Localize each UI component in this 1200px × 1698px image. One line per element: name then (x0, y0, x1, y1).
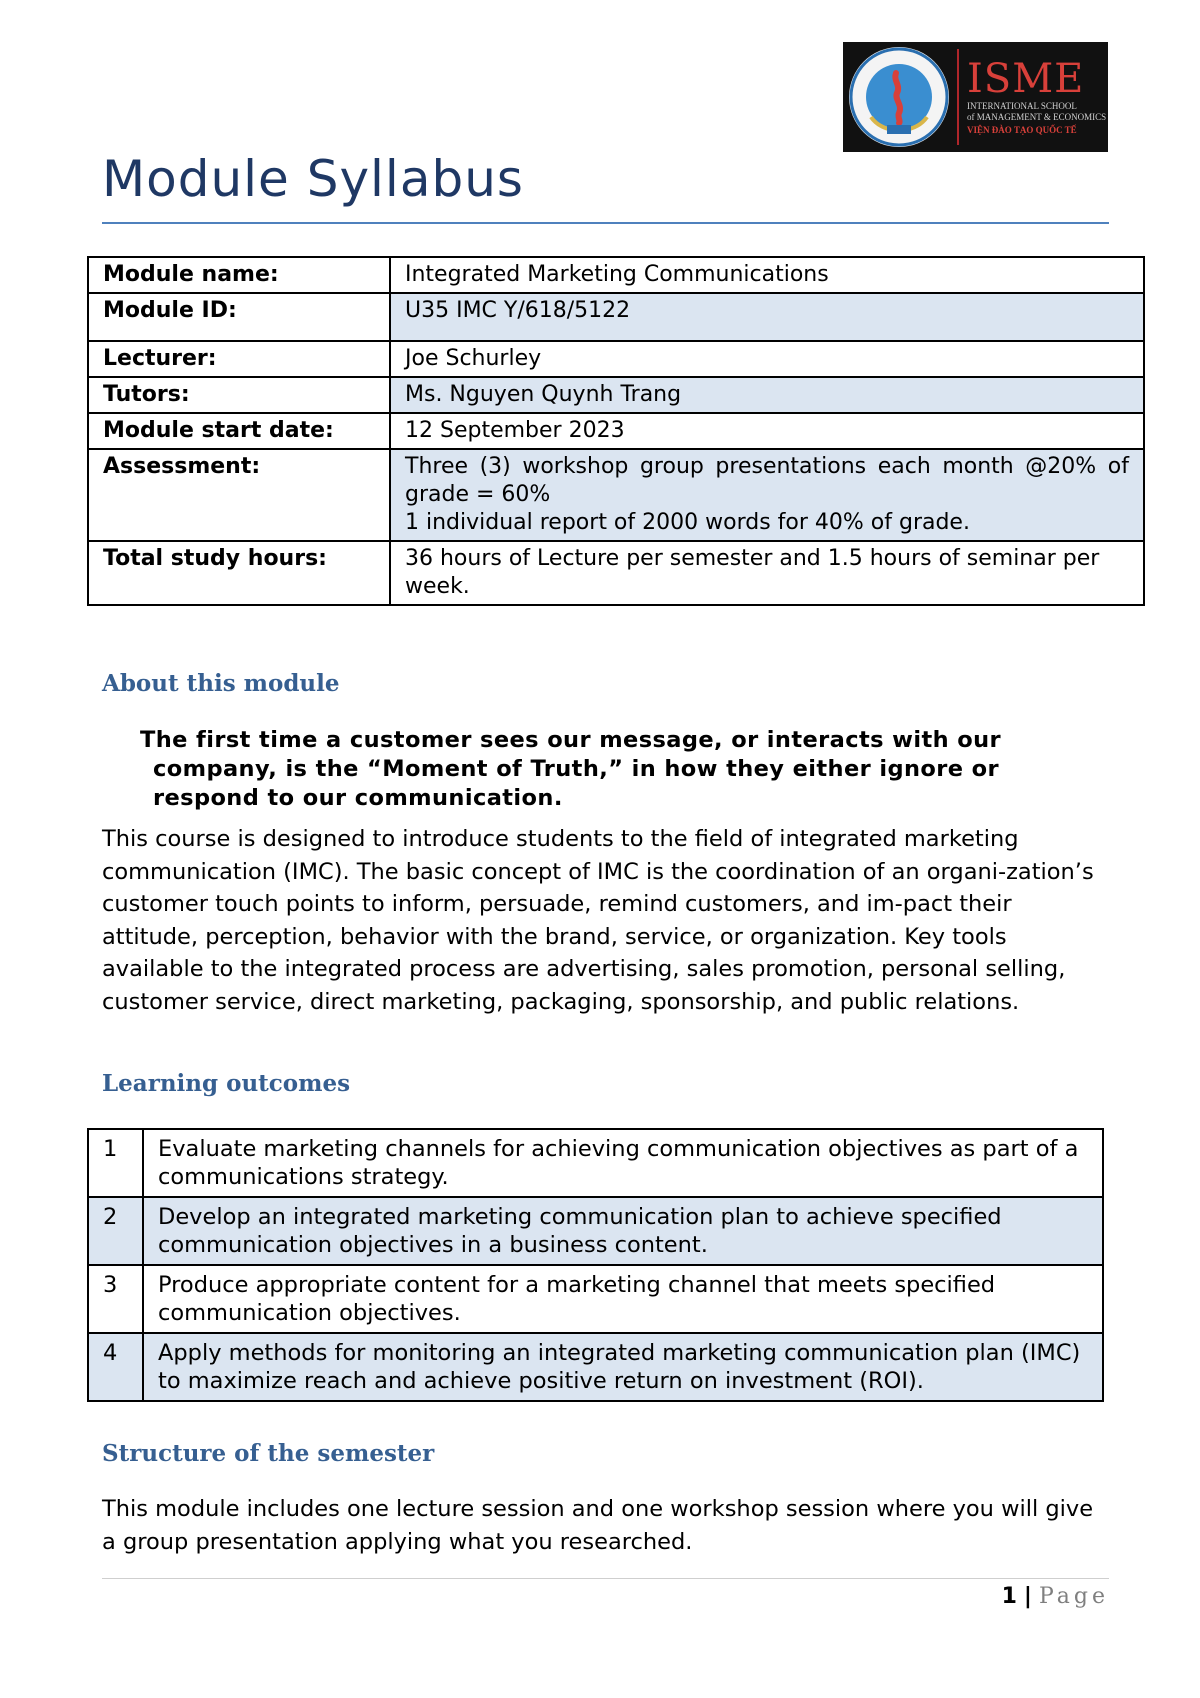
title-underline (102, 222, 1109, 224)
info-row-tutors (88, 377, 1144, 413)
logo-name: ISME (967, 56, 1085, 102)
outcome-number: 1 (88, 1129, 143, 1197)
study-hours-value: 36 hours of Lecture per semester and 1.5 hours of seminar per week. (390, 541, 1144, 605)
page-number: 1 (1001, 1584, 1017, 1609)
module-info-table (87, 256, 1145, 606)
info-row-module-name (88, 257, 1144, 293)
module-name-value: Integrated Marketing Communications (390, 257, 1144, 293)
assessment-label: Assessment: (88, 449, 390, 541)
page-footer (1002, 1584, 1109, 1609)
module-id-label: Module ID: (88, 293, 390, 341)
outcome-text: Produce appropriate content for a marketing channel that meets specified communication objectives. (143, 1265, 1103, 1333)
logo-vietnamese: VIỆN ĐÀO TẠO QUỐC TẾ (967, 125, 1077, 135)
lecturer-label: Lecturer: (88, 341, 390, 377)
footer-rule (102, 1578, 1109, 1579)
outcome-row (88, 1333, 1103, 1401)
logo-text-block (967, 57, 1106, 137)
page-title: Module Syllabus (102, 150, 524, 208)
neu-seal-logo (849, 47, 949, 147)
start-date-value: 12 September 2023 (390, 413, 1144, 449)
module-id-value: U35 IMC Y/618/5122 (390, 293, 1144, 341)
logo-subtitle: INTERNATIONAL SCHOOL (967, 101, 1077, 111)
info-row-start-date (88, 413, 1144, 449)
outcome-number: 3 (88, 1265, 143, 1333)
outcome-row (88, 1129, 1103, 1197)
page-word: Page (1038, 1584, 1109, 1609)
lecturer-value: Joe Schurley (390, 341, 1144, 377)
assessment-value (390, 449, 1144, 541)
outcome-row (88, 1265, 1103, 1333)
tutors-value: Ms. Nguyen Quynh Trang (390, 377, 1144, 413)
structure-heading: Structure of the semester (102, 1440, 435, 1467)
structure-body: This module includes one lecture session and one workshop session where you will give a group presentation applying what you researched. (102, 1496, 1094, 1555)
assessment-line-1: Three (3) workshop group presentations each month @20% of grade = 60% (405, 454, 1129, 507)
quote-line-2: company, is the “Moment of Truth,” in how they either ignore or (153, 756, 999, 782)
study-hours-label: Total study hours: (88, 541, 390, 605)
learning-outcomes-heading: Learning outcomes (102, 1070, 351, 1097)
module-name-label: Module name: (88, 257, 390, 293)
info-row-module-id (88, 293, 1144, 341)
about-heading: About this module (102, 670, 340, 697)
about-body: This course is designed to introduce students to the field of integrated marketing communication (IMC). The basic concept of IMC is the coordination of an organi-zation’s customer touch points to inform, persuade, remind customers, and im-pact their attitude, perception, behavior with the brand, service, or organization. Key tools available to the integrated process are advertising, sales promotion, personal selling, customer service, direct marketing, packaging, sponsorship, and public relations. (102, 826, 1094, 1015)
quote-line-3: respond to our communication. (153, 785, 563, 811)
learning-outcomes-table (87, 1128, 1104, 1402)
outcome-text: Develop an integrated marketing communication plan to achieve specified communication objectives in a business content. (143, 1197, 1103, 1265)
footer-separator: | (1023, 1584, 1032, 1609)
logo-subtitle-2: of MANAGEMENT & ECONOMICS (967, 112, 1107, 122)
info-row-lecturer (88, 341, 1144, 377)
outcome-text: Evaluate marketing channels for achieving communication objectives as part of a communications strategy. (143, 1129, 1103, 1197)
info-row-study-hours (88, 541, 1144, 605)
tutors-label: Tutors: (88, 377, 390, 413)
start-date-label: Module start date: (88, 413, 390, 449)
quote-line-1: The first time a customer sees our message, or interacts with our (140, 727, 1002, 753)
logo-divider (957, 49, 959, 145)
outcome-number: 2 (88, 1197, 143, 1265)
moment-of-truth-quote (140, 726, 1080, 813)
outcome-text: Apply methods for monitoring an integrated marketing communication plan (IMC) to maximize reach and achieve positive return on investment (ROI). (143, 1333, 1103, 1401)
isme-logo (843, 42, 1108, 152)
info-row-assessment (88, 449, 1144, 541)
assessment-line-2: 1 individual report of 2000 words for 40% of grade. (405, 510, 970, 535)
outcome-number: 4 (88, 1333, 143, 1401)
outcome-row (88, 1197, 1103, 1265)
